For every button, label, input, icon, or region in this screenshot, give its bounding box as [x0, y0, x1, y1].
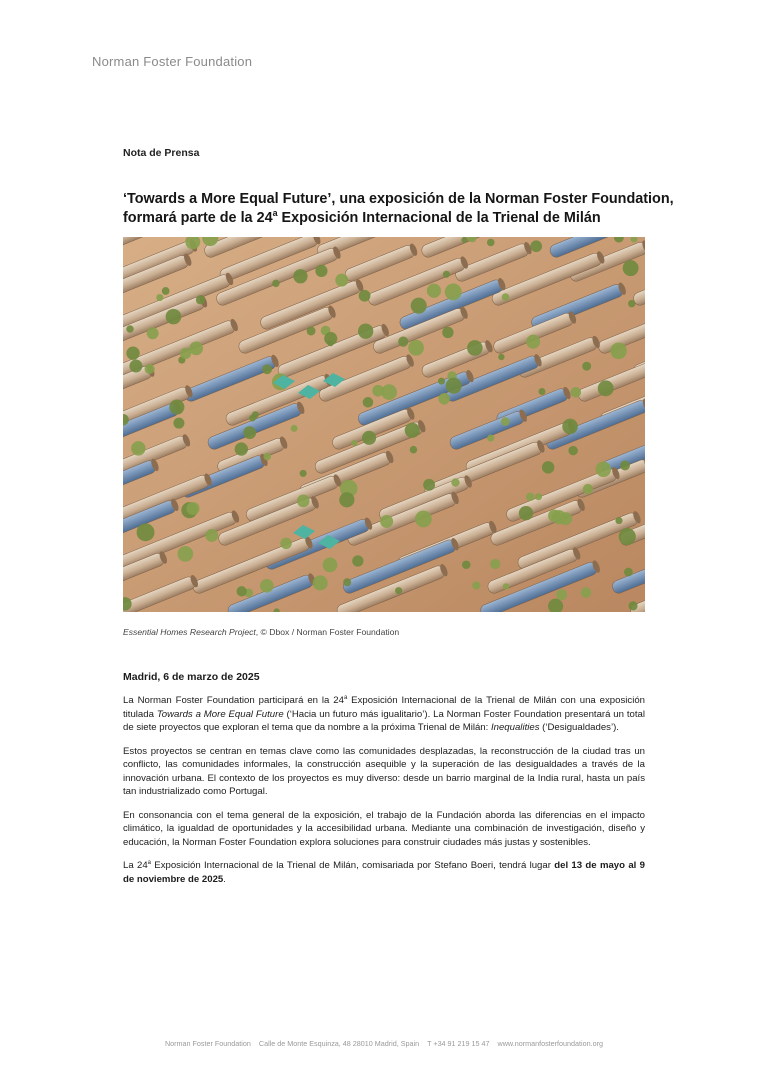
headline-line-1: ‘Towards a More Equal Future’, una exposición de la Norman Foster Foundation, [123, 191, 674, 207]
paragraph-3: En consonancia con el tema general de la exposición, el trabajo de la Fundación aborda las diferencias en el impacto climático, la igualdad de oportunidades y la accesibilidad urbana. Mediante una combinación de investigación, diseño y educación, la Norman Foster Foundation explora soluciones para construir ciudades más justas y sostenibles. [123, 809, 645, 848]
image-caption: Essential Homes Research Project, © Dbox / Norman Foster Foundation [123, 627, 400, 637]
aerial-settlement-illustration [123, 237, 645, 612]
hero-image [123, 237, 645, 612]
brand-name: Norman Foster Foundation [92, 54, 253, 69]
paragraph-1: La Norman Foster Foundation participará en la 24$^a$ Exposición Internacional de la Trienal de Milán con una exposición titulada Towards a More Equal Future (‘Hacia un futuro más igualitario’). La Norman Foster Foundation presentará un total de siete proyectos que exploran el tema que da nombre a la próxima Trienal de Milán: Inequalities (‘Desigualdades’). [123, 694, 646, 733]
footer-address: Calle de Monte Esquinza, 48 28010 Madrid, Spain [258, 1039, 420, 1048]
headline-line-2: formará parte de la 24$^a$ Exposición Internacional de la Trienal de Milán [123, 208, 601, 226]
footer-phone: T +34 91 219 15 47 [427, 1039, 490, 1048]
footer-org: Norman Foster Foundation [164, 1039, 251, 1048]
press-release-label: Nota de Prensa [123, 147, 200, 159]
paragraph-2: Estos proyectos se centran en temas clave como las comunidades desplazadas, la reconstrucción de la ciudad tras un conflicto, las comunidades informales, la construcción asequible y la superación de las desigualdades a través de la innovación urbana. El contexto de los proyectos es muy diverso: desde un barrio marginal de la India rural, hasta un país tan industrializado como Portugal. [123, 745, 645, 797]
page-footer [0, 1039, 768, 1048]
paragraph-4: La 24$^a$ Exposición Internacional de la Trienal de Milán, comisariada por Stefano Boeri, tendrá lugar del 13 de mayo al 9 de noviembre de 2025. [123, 859, 645, 885]
headline [123, 190, 674, 228]
dateline: Madrid, 6 de marzo de 2025 [123, 671, 260, 683]
press-body [123, 694, 645, 896]
footer-website[interactable]: www.normanfosterfoundation.org [497, 1039, 604, 1048]
